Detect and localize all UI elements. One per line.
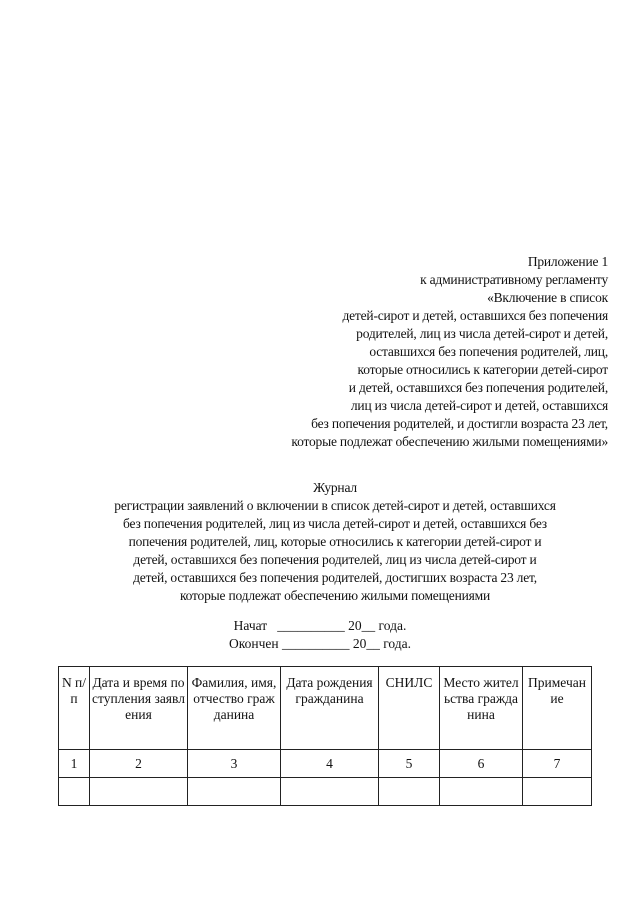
registration-table [58, 666, 592, 806]
appendix-line: без попечения родителей, и достигли возраста 23 лет, [311, 416, 608, 431]
journal-dates [0, 617, 640, 653]
column-number-cell: 2 [90, 750, 188, 778]
appendix-line: лиц из числа детей-сирот и детей, оставшихся [350, 398, 608, 413]
column-number-cell: 1 [59, 750, 90, 778]
date-finished: Окончен __________ 20__ года. [228, 636, 412, 651]
date-started: Начат __________ 20__ года. [233, 618, 407, 633]
column-number-cell: 5 [379, 750, 440, 778]
journal-line: регистрации заявлений о включении в список детей-сирот и детей, оставшихся [114, 498, 556, 513]
journal-title: Журнал [313, 480, 357, 495]
empty-cell [440, 778, 523, 806]
table-row [59, 778, 592, 806]
appendix-line: и детей, оставшихся без попечения родителей, [348, 380, 608, 395]
appendix-line: «Включение в список [487, 290, 608, 305]
header-cell-snils: СНИЛС [379, 667, 440, 750]
journal-line: без попечения родителей, лиц из числа детей-сирот и детей, оставшихся без [123, 516, 547, 531]
header-cell-fullname: Фамилия, имя, отчество гражданина [188, 667, 281, 750]
empty-cell [379, 778, 440, 806]
column-number-cell: 3 [188, 750, 281, 778]
appendix-line: детей-сирот и детей, оставшихся без попечения [342, 308, 608, 323]
empty-cell [59, 778, 90, 806]
journal-line: попечения родителей, лиц, которые относились к категории детей-сирот и [128, 534, 542, 549]
appendix-line: которые относились к категории детей-сирот [357, 362, 608, 377]
header-cell-residence: Место жительства гражданина [440, 667, 523, 750]
journal-heading [40, 479, 630, 605]
column-number-cell: 7 [523, 750, 592, 778]
appendix-line: которые подлежат обеспечению жилыми помещениями» [291, 434, 608, 449]
header-cell-number: N п/п [59, 667, 90, 750]
header-cell-notes: Примечание [523, 667, 592, 750]
journal-line: детей, оставшихся без попечения родителей, достигших возраста 23 лет, [133, 570, 537, 585]
appendix-line: к административному регламенту [420, 272, 608, 287]
table-row [59, 750, 592, 778]
appendix-line: родителей, лиц из числа детей-сирот и детей, [356, 326, 608, 341]
journal-line: детей, оставшихся без попечения родителей, лиц из числа детей-сирот и [133, 552, 537, 567]
appendix-line: Приложение 1 [527, 254, 608, 269]
table-header-row [59, 667, 592, 750]
header-cell-birthdate: Дата рождения гражданина [281, 667, 379, 750]
column-number-cell: 4 [281, 750, 379, 778]
journal-line: которые подлежат обеспечению жилыми помещениями [179, 588, 491, 603]
empty-cell [281, 778, 379, 806]
appendix-block [188, 253, 608, 451]
empty-cell [90, 778, 188, 806]
appendix-line: оставшихся без попечения родителей, лиц, [369, 344, 608, 359]
empty-cell [523, 778, 592, 806]
header-cell-received: Дата и время поступления заявления [90, 667, 188, 750]
column-number-cell: 6 [440, 750, 523, 778]
empty-cell [188, 778, 281, 806]
